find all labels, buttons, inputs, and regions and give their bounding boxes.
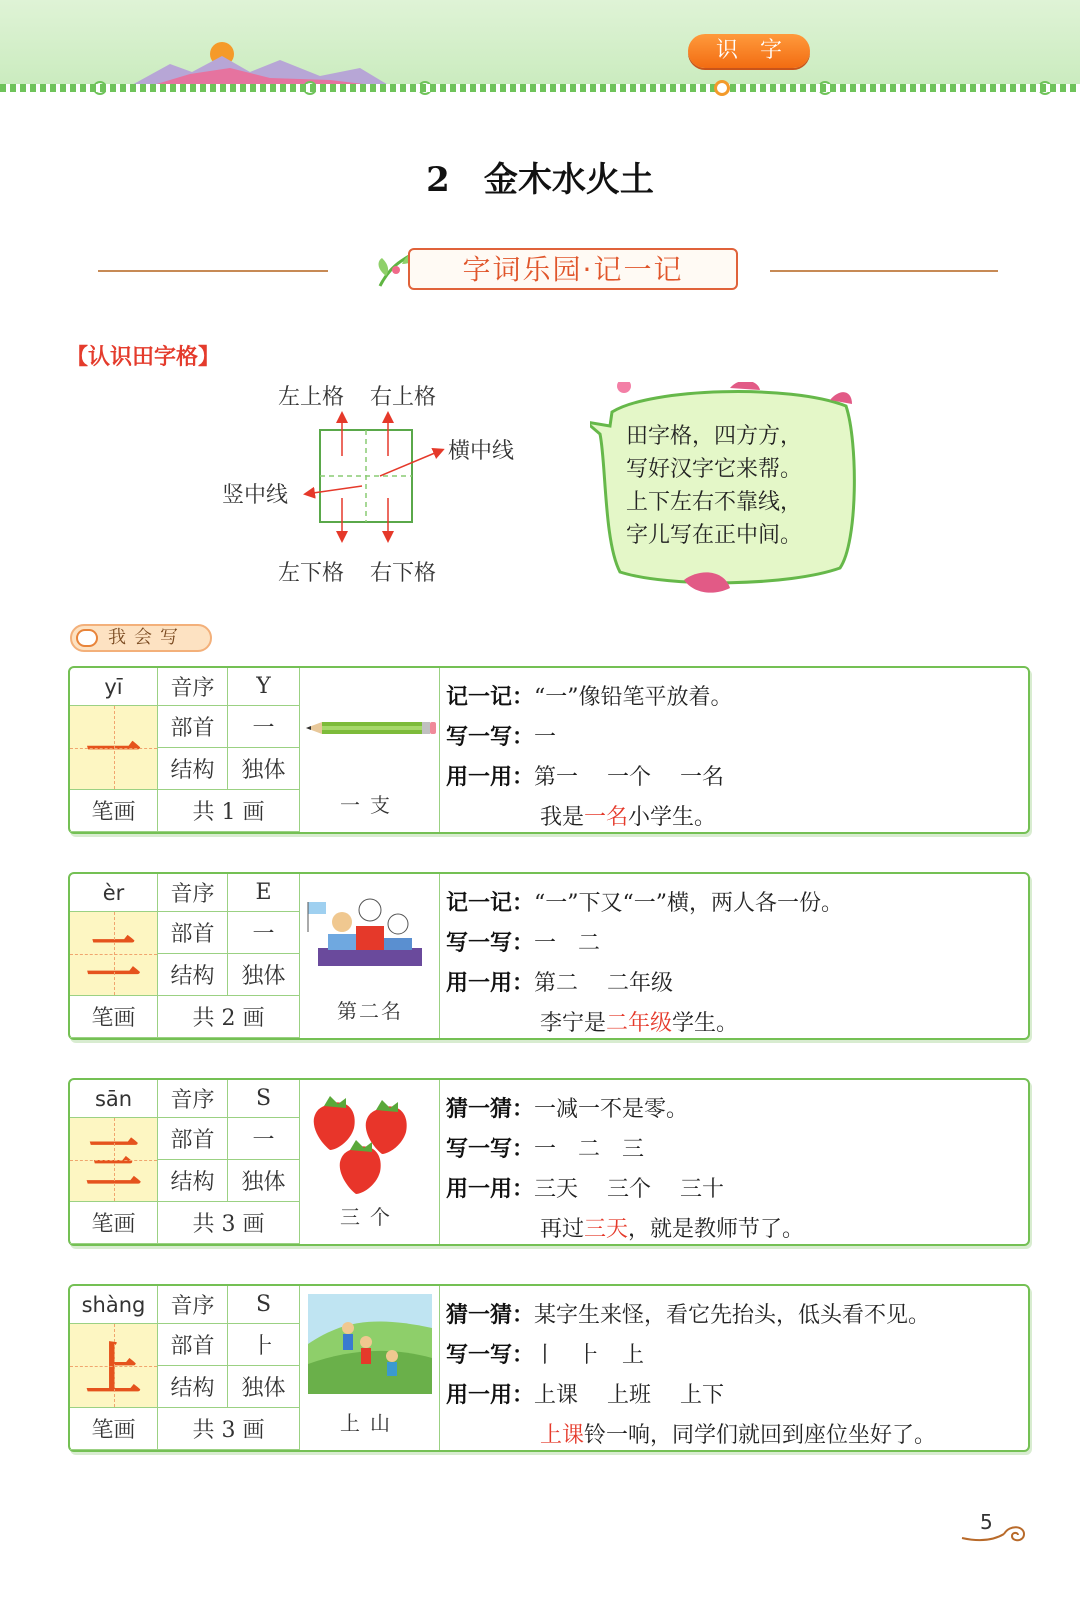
radical-label: 部首 (158, 1324, 228, 1366)
lesson-number: 2 (426, 160, 450, 200)
char-card (68, 666, 1030, 834)
big-character: 一 (85, 718, 142, 785)
char-grid (70, 706, 158, 790)
note-key: 用一用： (446, 1177, 535, 1202)
radical-value: 一 (228, 912, 300, 954)
radical-label: 部首 (158, 706, 228, 748)
pinyin: shàng (70, 1286, 158, 1324)
section-label-tianzige: 【认识田字格】 (66, 345, 221, 370)
tianzige-diagram (220, 380, 560, 610)
header-stripe (0, 84, 1080, 92)
label-horizontal-midline: 横中线 (448, 439, 515, 464)
label-bottom-left-cell: 左下格 (278, 561, 345, 586)
order-label: 音序 (158, 1286, 228, 1324)
note-key: 记一记： (446, 891, 535, 916)
structure-value: 独体 (228, 954, 300, 996)
picture-caption: 第二名 (337, 999, 403, 1023)
example-sentence (446, 798, 1026, 838)
rhyme-text (626, 420, 856, 552)
note-key: 猜一猜： (446, 1303, 535, 1328)
structure-label: 结构 (158, 748, 228, 790)
picture-column (300, 668, 440, 832)
structure-value: 独体 (228, 1366, 300, 1408)
strokes-label: 笔画 (70, 790, 158, 832)
char-info-table (70, 1080, 300, 1244)
notes (446, 678, 1026, 838)
note-key: 用一用： (446, 1383, 535, 1408)
note-key: 写一写： (446, 1343, 535, 1368)
char-info-table (70, 668, 300, 832)
structure-label: 结构 (158, 1366, 228, 1408)
sentence-highlight: 一名 (584, 805, 629, 830)
pinyin: yī (70, 668, 158, 706)
note-key: 用一用： (446, 971, 535, 996)
note-key: 写一写： (446, 931, 535, 956)
strokes-value: 共 3 画 (158, 1202, 300, 1244)
header-band (0, 0, 1080, 92)
sentence-part: 铃一响，同学们就回到座位坐好了。 (584, 1423, 937, 1448)
cloud-icon (76, 629, 98, 647)
sentence-part: 再过 (540, 1217, 585, 1242)
pinyin: sān (70, 1080, 158, 1118)
notes (446, 1090, 1026, 1250)
rhyme-bubble (590, 382, 880, 602)
hill-climb-icon (308, 1294, 432, 1394)
note-key: 用一用： (446, 765, 535, 790)
stroke-order: 一 二 (534, 931, 601, 956)
picture-column (300, 874, 440, 1038)
radical-label: 部首 (158, 912, 228, 954)
char-grid (70, 1118, 158, 1202)
note-text: 某字生来怪，看它先抬头，低头看不见。 (534, 1303, 931, 1328)
order-value: Y (228, 668, 300, 706)
picture-caption: 一支 (340, 793, 400, 817)
strawberries-icon (300, 1084, 440, 1204)
word-examples: 三天 三个 三十 (534, 1177, 725, 1202)
sentence-highlight: 三天 (584, 1217, 629, 1242)
word-examples: 第二 二年级 (534, 971, 674, 996)
char-grid (70, 912, 158, 996)
picture-column (300, 1080, 440, 1244)
stroke-order: 一 二 三 (534, 1137, 645, 1162)
sentence-part: 学生。 (672, 1011, 739, 1036)
banner-rule-right (770, 270, 998, 272)
order-label: 音序 (158, 874, 228, 912)
order-value: S (228, 1286, 300, 1324)
lesson-title-text: 金木水火土 (483, 160, 654, 200)
sentence-part: ，就是教师节了。 (628, 1217, 805, 1242)
write-badge (70, 624, 212, 652)
note-key: 写一写： (446, 725, 535, 750)
pencil-icon (300, 682, 440, 782)
swirl-ornament-icon (960, 1522, 1030, 1546)
big-character: 二 (85, 924, 142, 991)
write-badge-label: 我会写 (108, 627, 186, 648)
char-info-table (70, 1286, 300, 1450)
label-top-left-cell: 左上格 (278, 385, 345, 410)
sentence-part: 李宁是 (540, 1011, 607, 1036)
char-card (68, 1284, 1030, 1452)
note-text: 一减一不是零。 (534, 1097, 689, 1122)
big-character: 三 (85, 1130, 142, 1197)
note-key: 写一写： (446, 1137, 535, 1162)
order-value: E (228, 874, 300, 912)
example-sentence (446, 1416, 1026, 1456)
structure-value: 独体 (228, 748, 300, 790)
note-key: 猜一猜： (446, 1097, 535, 1122)
notes (446, 1296, 1026, 1456)
order-label: 音序 (158, 668, 228, 706)
strokes-value: 共 2 画 (158, 996, 300, 1038)
sentence-highlight: 二年级 (606, 1011, 673, 1036)
example-sentence (446, 1210, 1026, 1250)
picture-column (300, 1286, 440, 1450)
radical-value: ⺊ (228, 1324, 300, 1366)
structure-label: 结构 (158, 1160, 228, 1202)
stroke-order: 丨 ⺊ 上 (534, 1343, 645, 1368)
label-bottom-right-cell: 右下格 (370, 561, 437, 586)
pinyin: èr (70, 874, 158, 912)
strokes-label: 笔画 (70, 1408, 158, 1450)
char-card (68, 1078, 1030, 1246)
stroke-order: 一 (534, 725, 557, 750)
rhyme-line: 上下左右不靠线， (626, 490, 803, 515)
order-value: S (228, 1080, 300, 1118)
word-examples: 第一 一个 一名 (534, 765, 725, 790)
rhyme-line: 写好汉字它来帮。 (626, 457, 803, 482)
char-card (68, 872, 1030, 1040)
note-text: “一”像铅笔平放着。 (534, 685, 733, 710)
section-banner (372, 246, 744, 294)
strokes-label: 笔画 (70, 996, 158, 1038)
banner-label: 字词乐园·记一记 (408, 248, 738, 290)
picture-caption: 上山 (340, 1411, 400, 1435)
big-character: 上 (85, 1336, 142, 1403)
rhyme-line: 字儿写在正中间。 (626, 523, 803, 548)
example-sentence (446, 1004, 1026, 1044)
note-text: “一”下又“一”横，两人各一份。 (534, 891, 844, 916)
note-key: 记一记： (446, 685, 535, 710)
char-info-table (70, 874, 300, 1038)
word-examples: 上课 上班 上下 (534, 1383, 725, 1408)
char-grid (70, 1324, 158, 1408)
radical-label: 部首 (158, 1118, 228, 1160)
strokes-label: 笔画 (70, 1202, 158, 1244)
section-tab: 识字 (688, 34, 810, 68)
page-number-value: 5 (980, 1510, 993, 1534)
sentence-highlight: 上课 (540, 1423, 585, 1448)
order-label: 音序 (158, 1080, 228, 1118)
picture-caption: 三个 (340, 1205, 400, 1229)
strokes-value: 共 1 画 (158, 790, 300, 832)
sentence-part: 小学生。 (628, 805, 717, 830)
rhyme-line: 田字格，四方方， (626, 424, 803, 449)
sentence-part: 我是 (540, 805, 585, 830)
structure-label: 结构 (158, 954, 228, 996)
radical-value: 一 (228, 1118, 300, 1160)
notes (446, 884, 1026, 1044)
label-vertical-midline: 竖中线 (222, 483, 289, 508)
podium-icon (300, 884, 440, 994)
label-top-right-cell: 右上格 (370, 385, 437, 410)
tab-pin-icon (714, 80, 730, 96)
banner-rule-left (98, 270, 328, 272)
strokes-value: 共 3 画 (158, 1408, 300, 1450)
radical-value: 一 (228, 706, 300, 748)
structure-value: 独体 (228, 1160, 300, 1202)
lesson-title (0, 152, 1080, 201)
